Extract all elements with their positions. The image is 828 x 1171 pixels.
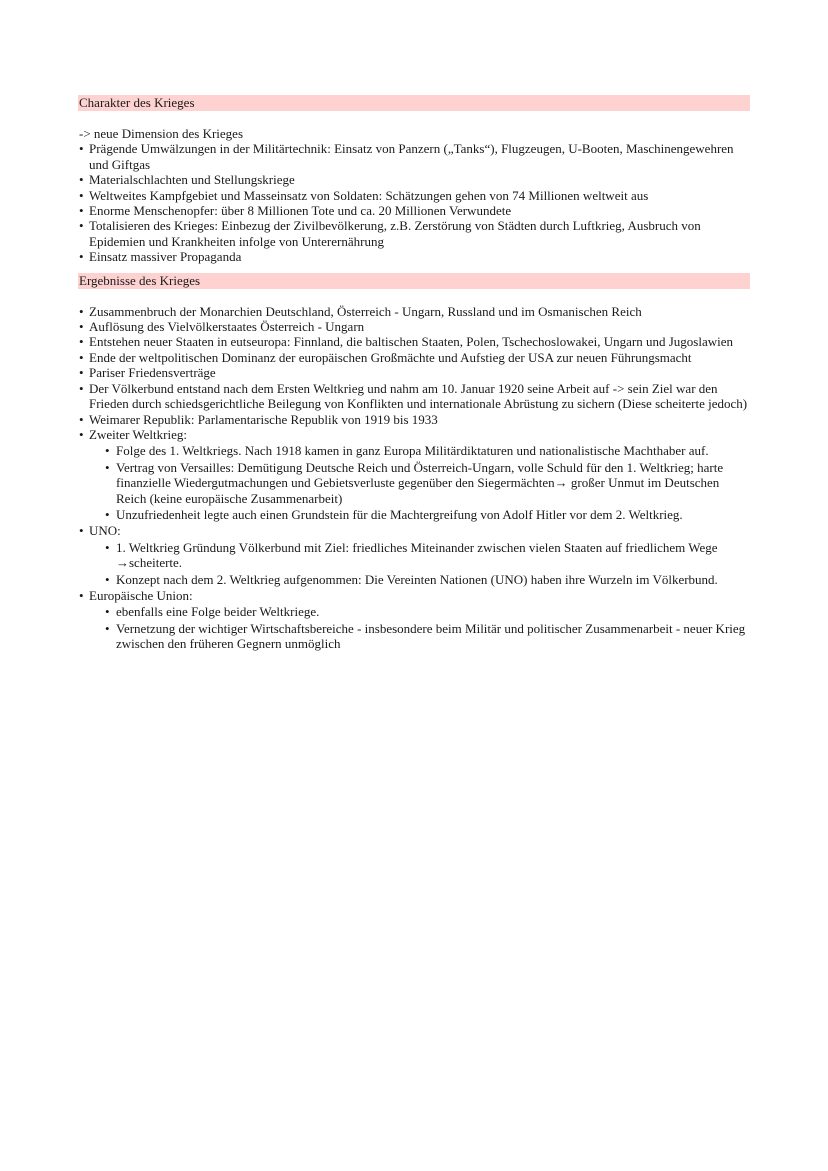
intro-line: -> neue Dimension des Krieges: [79, 126, 244, 141]
sublist-item: • Vernetzung der wichtiger Wirtschaftsbereiche - insbesondere beim Militär und politischer Zusammenarbeit - neuer Krieg zwischen den früheren Gegnern unmöglich: [89, 621, 750, 652]
list-item: • Der Völkerbund entstand nach dem Ersten Weltkrieg und nahm am 10. Januar 1920 seine Arbeit auf -> sein Ziel war den Frieden durch schiedsgerichtliche Beilegung von Konflikten und internationale Abrüstung zu sichern (Diese scheiterte jedoch): [78, 381, 750, 412]
section-heading-charakter: Charakter des Krieges: [78, 95, 750, 111]
list-item-zweiter-weltkrieg: [78, 427, 750, 522]
section-heading-ergebnisse: Ergebnisse des Krieges: [78, 273, 750, 289]
list-item: • Materialschlachten und Stellungskriege: [78, 172, 750, 187]
list-item: • Einsatz massiver Propaganda: [78, 249, 750, 264]
list-item-uno: [78, 523, 750, 587]
charakter-list: [78, 141, 750, 264]
list-item: • Ende der weltpolitischen Dominanz der europäischen Großmächte und Aufstieg der USA zur neuen Führungsmacht: [78, 350, 750, 365]
sublist-item: • Unzufriedenheit legte auch einen Grundstein für die Machtergreifung von Adolf Hitler vor dem 2. Weltkrieg.: [89, 507, 750, 522]
sublist-item: • 1. Weltkrieg Gründung Völkerbund mit Ziel: friedliches Miteinander zwischen vielen Staaten auf friedlichem Wege →scheiterte.: [89, 540, 750, 571]
list-item: • Totalisieren des Krieges: Einbezug der Zivilbevölkerung, z.B. Zerstörung von Städten durch Luftkrieg, Ausbruch von Epidemien und Krankheiten infolge von Unterernährung: [78, 218, 750, 249]
list-item: • Pariser Friedensverträge: [78, 365, 750, 380]
list-item: • Enorme Menschenopfer: über 8 Millionen Tote und ca. 20 Millionen Verwundete: [78, 203, 750, 218]
uno-sublist: [89, 540, 750, 587]
list-item: • Zusammenbruch der Monarchien Deutschland, Österreich - Ungarn, Russland und im Osmanischen Reich: [78, 304, 750, 319]
eu-sublist: [89, 604, 750, 651]
list-item: • Entstehen neuer Staaten in eutseuropa: Finnland, die baltischen Staaten, Polen, Tschechoslowakei, Ungarn und Jugoslawien: [78, 334, 750, 349]
sublist-item: • Vertrag von Versailles: Demütigung Deutsche Reich und Österreich-Ungarn, volle Schuld für den 1. Weltkrieg; harte finanzielle Wiedergutmachungen und Gebietsverluste gegenüber den Siegermächten→ großer Unmut im Deutschen Reich (keine europäische Zusammenarbeit): [89, 460, 750, 506]
list-item: • Auflösung des Vielvölkerstaates Österreich - Ungarn: [78, 319, 750, 334]
sublist-item: • ebenfalls eine Folge beider Weltkriege.: [89, 604, 750, 619]
zweiter-weltkrieg-sublist: [89, 443, 750, 522]
sublist-item: • Konzept nach dem 2. Weltkrieg aufgenommen: Die Vereinten Nationen (UNO) haben ihre Wurzeln im Völkerbund.: [89, 572, 750, 587]
spacer: [78, 289, 750, 304]
spacer: [78, 265, 750, 273]
spacer: [78, 111, 750, 126]
list-item-label: UNO:: [89, 523, 121, 539]
list-item-eu: [78, 588, 750, 652]
list-item-label: Zweiter Weltkrieg:: [89, 426, 187, 442]
sublist-item: • Folge des 1. Weltkriegs. Nach 1918 kamen in ganz Europa Militärdiktaturen und nationalistische Machthaber auf.: [89, 443, 750, 458]
ergebnisse-list: [78, 304, 750, 652]
list-item: • Prägende Umwälzungen in der Militärtechnik: Einsatz von Panzern („Tanks“), Flugzeugen, U-Booten, Maschinengewehren und Giftgas: [78, 141, 750, 172]
document-content: [78, 95, 750, 653]
list-item-label: Europäische Union:: [89, 587, 193, 603]
list-item: • Weltweites Kampfgebiet und Masseinsatz von Soldaten: Schätzungen gehen von 74 Millionen weltweit aus: [78, 188, 750, 203]
list-item: • Weimarer Republik: Parlamentarische Republik von 1919 bis 1933: [78, 412, 750, 427]
